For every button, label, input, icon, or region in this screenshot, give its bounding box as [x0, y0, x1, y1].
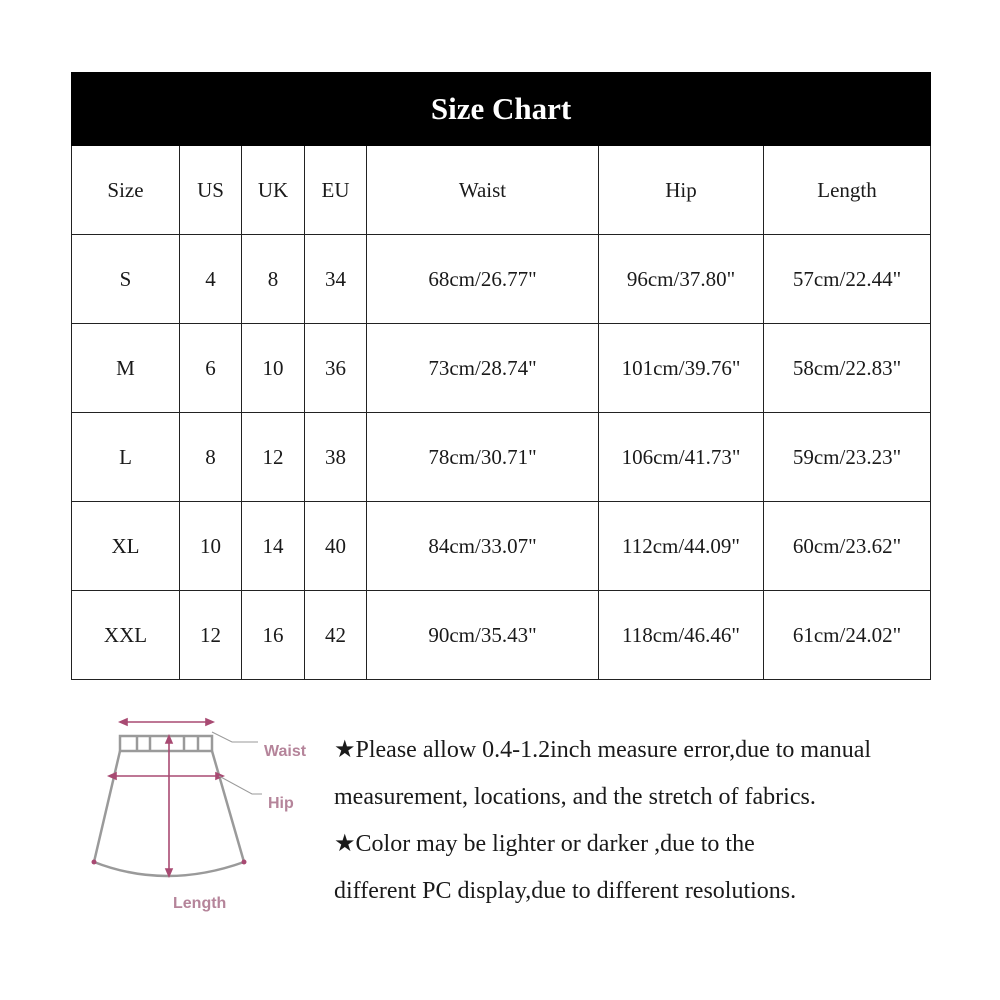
table-cell: 40 [305, 502, 367, 591]
table-row [72, 413, 931, 502]
chart-title: Size Chart [72, 73, 931, 146]
table-cell: 12 [242, 413, 305, 502]
table-cell: 58cm/22.83" [764, 324, 931, 413]
table-cell: 59cm/23.23" [764, 413, 931, 502]
table-cell: XL [72, 502, 180, 591]
table-cell: 6 [180, 324, 242, 413]
table-cell: 57cm/22.44" [764, 235, 931, 324]
column-header-us: US [180, 146, 242, 235]
table-cell: 78cm/30.71" [367, 413, 599, 502]
table-cell: 10 [180, 502, 242, 591]
note-line: measurement, locations, and the stretch of fabrics. [334, 784, 816, 810]
table-cell: 112cm/44.09" [599, 502, 764, 591]
hip-label: Hip [268, 795, 294, 812]
table-cell: XXL [72, 591, 180, 680]
table-cell: 8 [180, 413, 242, 502]
table-cell: 73cm/28.74" [367, 324, 599, 413]
table-cell: 60cm/23.62" [764, 502, 931, 591]
table-cell: 10 [242, 324, 305, 413]
column-header-uk: UK [242, 146, 305, 235]
table-cell: 14 [242, 502, 305, 591]
skirt-measurement-diagram [82, 712, 322, 922]
column-header-eu: EU [305, 146, 367, 235]
table-cell: L [72, 413, 180, 502]
table-cell: S [72, 235, 180, 324]
table-cell: 101cm/39.76" [599, 324, 764, 413]
measurement-arrows [109, 719, 223, 876]
measurement-notes [334, 727, 974, 915]
table-cell: 106cm/41.73" [599, 413, 764, 502]
note-line: different PC display,due to different resolutions. [334, 878, 797, 904]
table-row [72, 235, 931, 324]
skirt-measurement-icon [82, 712, 322, 922]
table-row [72, 591, 931, 680]
table-cell: 90cm/35.43" [367, 591, 599, 680]
leader-lines [212, 732, 262, 794]
table-cell: 8 [242, 235, 305, 324]
table-cell: 118cm/46.46" [599, 591, 764, 680]
table-cell: 4 [180, 235, 242, 324]
note-line: ★Color may be lighter or darker ,due to the [334, 831, 755, 857]
table-cell: 36 [305, 324, 367, 413]
waist-label: Waist [264, 743, 307, 760]
note-line: ★Please allow 0.4-1.2inch measure error,due to manual [334, 737, 872, 763]
table-cell: M [72, 324, 180, 413]
table-cell: 34 [305, 235, 367, 324]
size-chart-table [71, 72, 931, 680]
column-header-size: Size [72, 146, 180, 235]
table-row [72, 324, 931, 413]
table-cell: 84cm/33.07" [367, 502, 599, 591]
table-cell: 96cm/37.80" [599, 235, 764, 324]
table-cell: 38 [305, 413, 367, 502]
table-cell: 12 [180, 591, 242, 680]
length-label: Length [173, 895, 227, 912]
table-row [72, 502, 931, 591]
table-cell: 61cm/24.02" [764, 591, 931, 680]
table-cell: 16 [242, 591, 305, 680]
table-cell: 68cm/26.77" [367, 235, 599, 324]
table-cell: 42 [305, 591, 367, 680]
column-header-waist: Waist [367, 146, 599, 235]
table-body [72, 235, 931, 680]
column-header-length: Length [764, 146, 931, 235]
header-row [72, 146, 931, 235]
column-header-hip: Hip [599, 146, 764, 235]
